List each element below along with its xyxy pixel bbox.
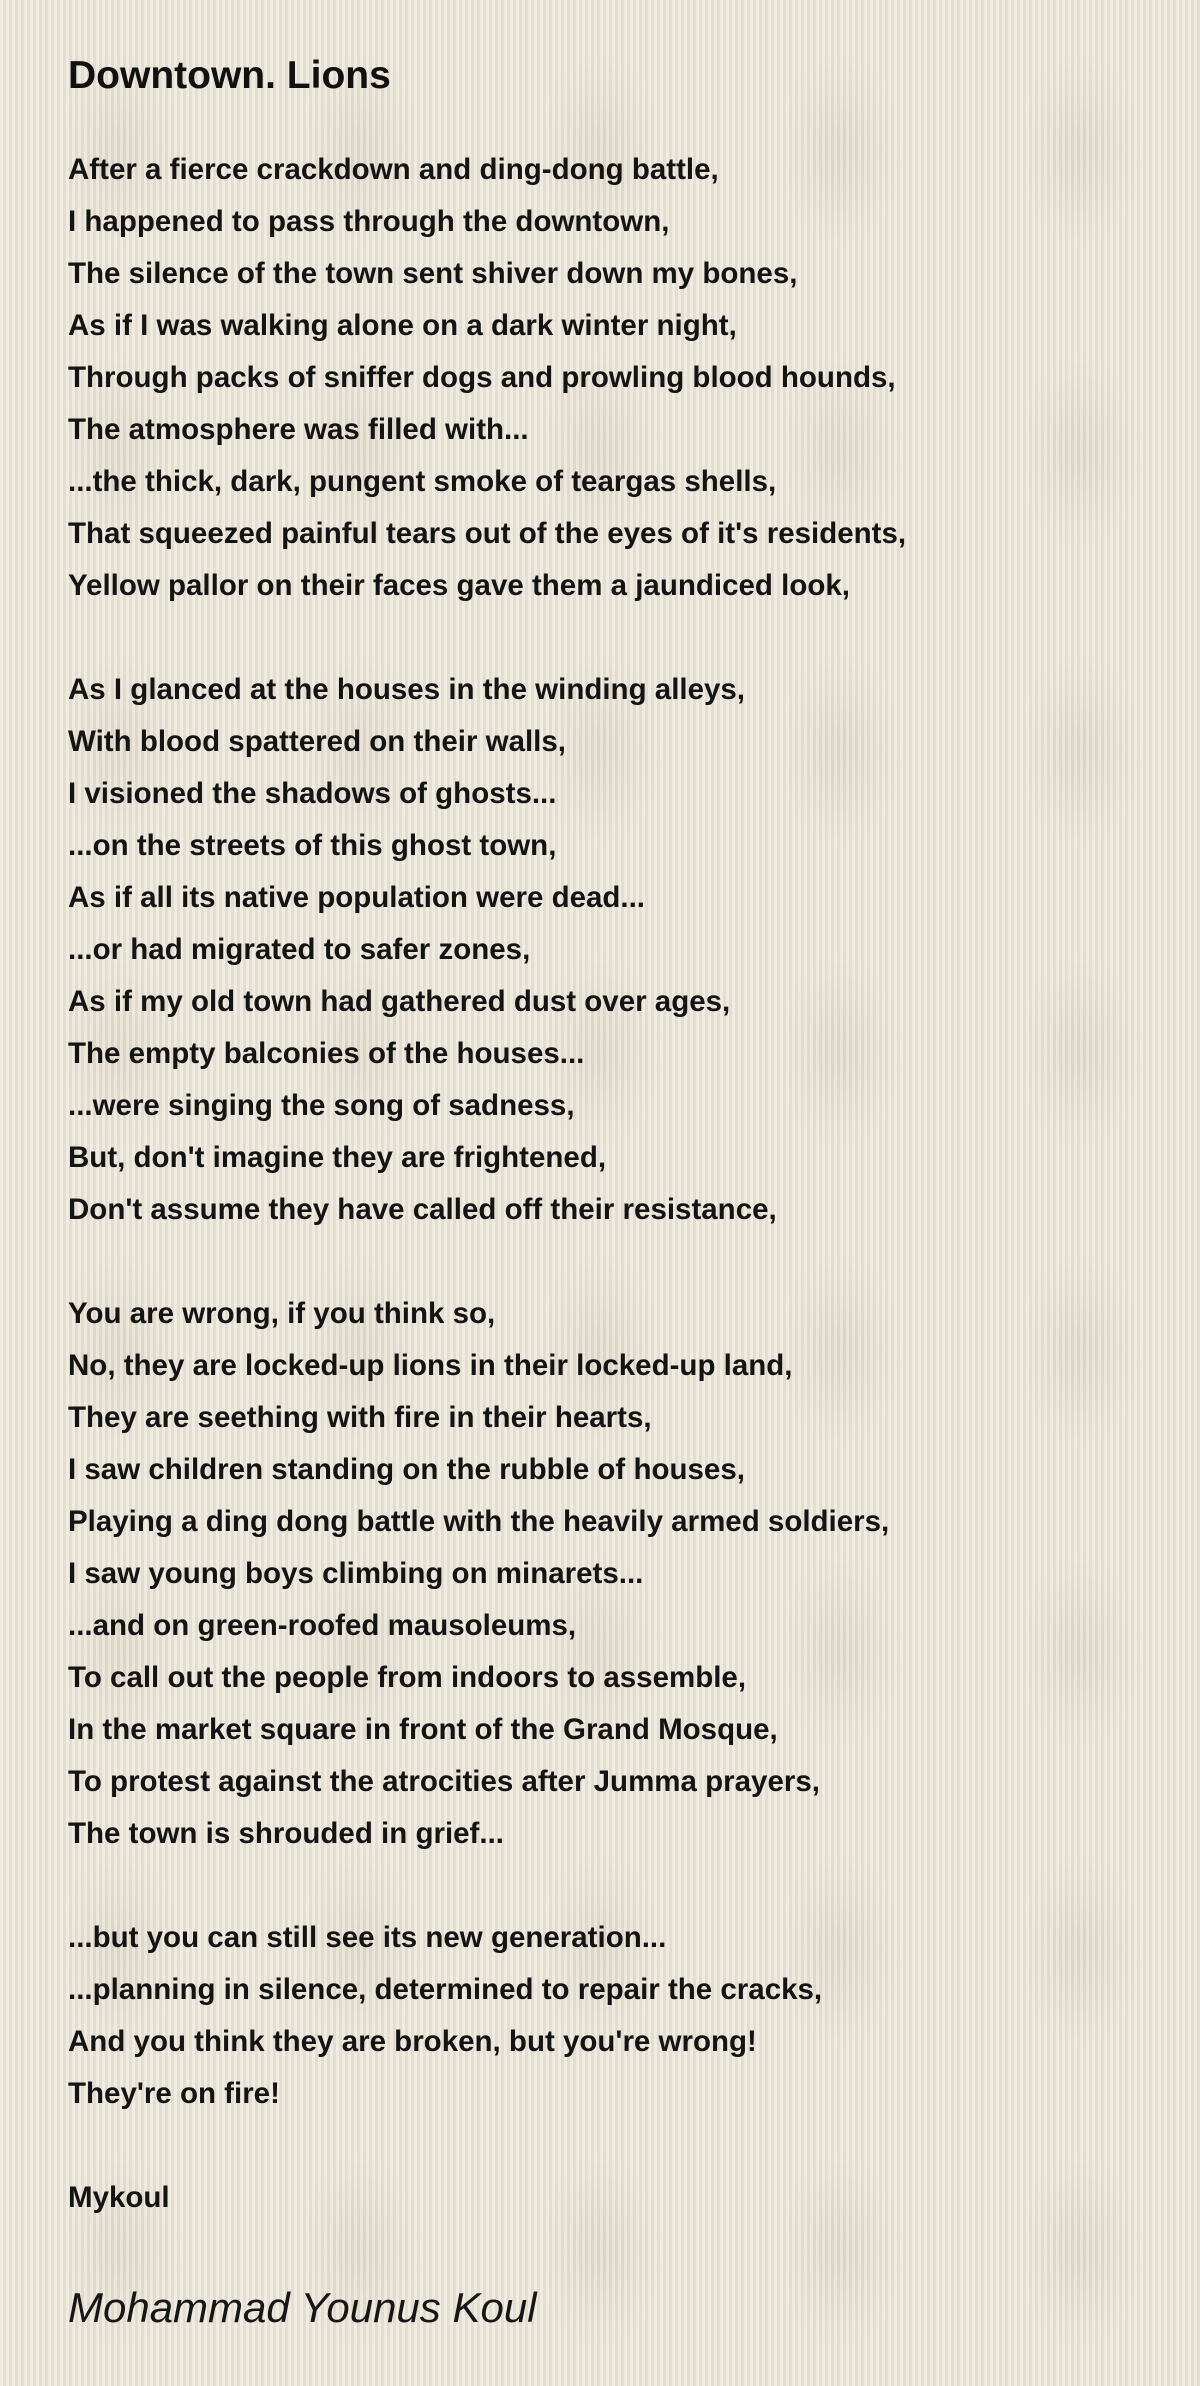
poem-line: They're on fire!	[68, 2077, 280, 2110]
poem-line: As if all its native population were dead...	[68, 881, 646, 914]
poem-signoff: Mykoul	[68, 2181, 170, 2214]
poem-card	[68, 48, 1148, 2224]
stanza-2	[68, 664, 1148, 1236]
poem-line: With blood spattered on their walls,	[68, 725, 566, 758]
poem-line: As I glanced at the houses in the winding alleys,	[68, 673, 746, 706]
poem-line: Through packs of sniffer dogs and prowling blood hounds,	[68, 361, 896, 394]
poem-line: I visioned the shadows of ghosts...	[68, 777, 557, 810]
poem-line: After a fierce crackdown and ding-dong battle,	[68, 153, 719, 186]
poem-line: As if I was walking alone on a dark winter night,	[68, 309, 737, 342]
poem-line: I saw young boys climbing on minarets...	[68, 1557, 644, 1590]
poem-line: The empty balconies of the houses...	[68, 1037, 585, 1070]
poem-line: Don't assume they have called off their resistance,	[68, 1193, 777, 1226]
poem-line: ...and on green-roofed mausoleums,	[68, 1609, 577, 1642]
poem-line: And you think they are broken, but you're wrong!	[68, 2025, 757, 2058]
poem-line: They are seething with fire in their hearts,	[68, 1401, 652, 1434]
poem-line: To protest against the atrocities after Jumma prayers,	[68, 1765, 820, 1798]
poem-line: As if my old town had gathered dust over ages,	[68, 985, 731, 1018]
poem-line: I saw children standing on the rubble of houses,	[68, 1453, 745, 1486]
poem-line: ...the thick, dark, pungent smoke of teargas shells,	[68, 465, 777, 498]
poem-line: ...planning in silence, determined to repair the cracks,	[68, 1973, 823, 2006]
poem-line: That squeezed painful tears out of the eyes of it's residents,	[68, 517, 907, 550]
stanza-1	[68, 144, 1148, 612]
poem-line: ...but you can still see its new generation...	[68, 1921, 667, 1954]
poem-line: ...or had migrated to safer zones,	[68, 933, 531, 966]
poem-line: The silence of the town sent shiver down my bones,	[68, 257, 798, 290]
poem-title: Downtown. Lions	[68, 54, 391, 97]
poem-line: You are wrong, if you think so,	[68, 1297, 496, 1330]
stanza-4	[68, 1912, 1148, 2120]
poem-line: I happened to pass through the downtown,	[68, 205, 670, 238]
poem-line: ...were singing the song of sadness,	[68, 1089, 575, 1122]
author-name: Mohammad Younus Koul	[68, 2284, 537, 2331]
poem-line: The town is shrouded in grief...	[68, 1817, 504, 1850]
poem-line: Yellow pallor on their faces gave them a jaundiced look,	[68, 569, 850, 602]
poem-line: To call out the people from indoors to assemble,	[68, 1661, 747, 1694]
poem-body	[68, 144, 1148, 2120]
poem-line: But, don't imagine they are frightened,	[68, 1141, 607, 1174]
stanza-3	[68, 1288, 1148, 1860]
poem-line: ...on the streets of this ghost town,	[68, 829, 557, 862]
poem-line: Playing a ding dong battle with the heavily armed soldiers,	[68, 1505, 890, 1538]
poem-line: No, they are locked-up lions in their locked-up land,	[68, 1349, 793, 1382]
poem-line: In the market square in front of the Grand Mosque,	[68, 1713, 778, 1746]
poem-line: The atmosphere was filled with...	[68, 413, 529, 446]
